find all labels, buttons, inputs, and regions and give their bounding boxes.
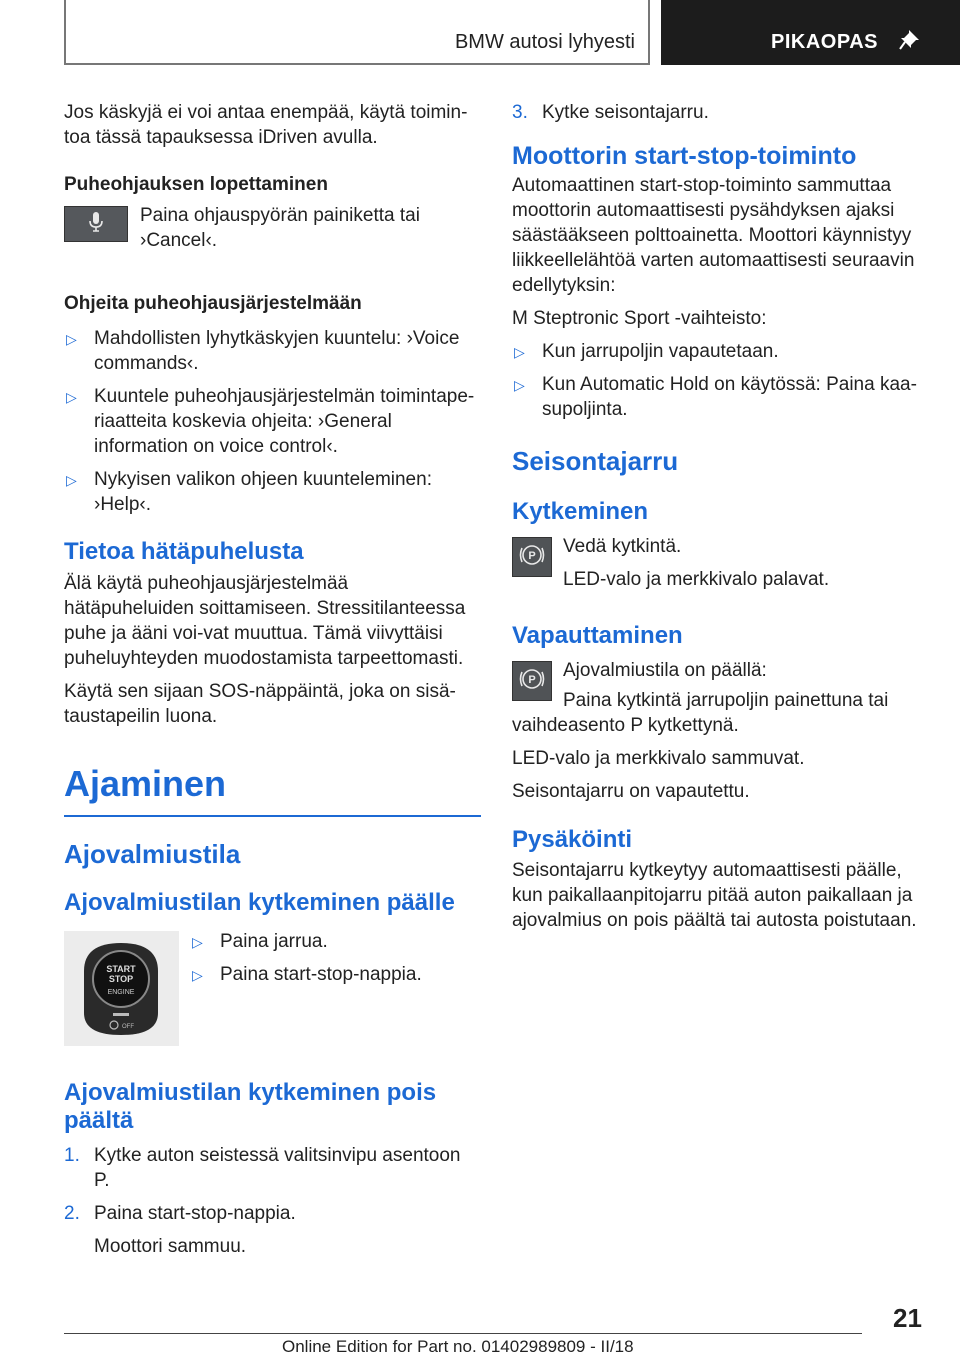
emergency-paragraph-2: Käytä sen sijaan SOS-näppäintä, joka on sisä-taustapeilin luona. [64, 681, 456, 727]
left-column [64, 100, 481, 1267]
page-number: 21 [893, 1303, 922, 1333]
release-heading: Vapauttaminen [512, 622, 683, 649]
engage-line-1: Vedä kytkintä. [563, 536, 682, 557]
header-section-box [64, 0, 650, 65]
triangle-bullet-icon: ▷ [192, 934, 203, 950]
engage-row [512, 534, 918, 594]
release-line-3: LED-valo ja merkkivalo sammuvat. [512, 748, 805, 769]
stop-label: STOP [108, 974, 134, 984]
release-line-1: Ajovalmiustila on päällä: [563, 660, 767, 681]
start-stop-paragraph-1: Automaattinen start-stop-toiminto sammuttaa moottorin automaattisesti pysähdyksen ajaksi säästääkseen polttoainetta. Moottori käynnistyy liikkeellelähtöä varten automaattisesti seuraavin edellytyksin: [512, 175, 915, 296]
ready-on-list [190, 929, 481, 987]
triangle-bullet-icon: ▷ [66, 472, 77, 488]
parking-brake-switch-image [512, 537, 552, 577]
ready-off-step: 2. Paina start-stop-nappia. [64, 1203, 296, 1224]
triangle-bullet-icon: ▷ [514, 344, 525, 360]
header-section-title: BMW autosi lyhyesti [454, 31, 635, 53]
ready-off-heading: Ajovalmiustilan kytkeminen pois päältä [64, 1079, 437, 1134]
release-row [512, 658, 918, 688]
start-stop-button-image [64, 931, 179, 1046]
parking-text: Seisontajarru kytkeytyy automaattisesti päälle, kun paikallaanpitojarru pitää auton paikallaan ja ajovalmius on pois päältä tai autosta poistutaan. [512, 860, 917, 931]
step-3: 3. Kytke seisontajarru. [512, 102, 709, 123]
ready-on-heading: Ajovalmiustilan kytkeminen päälle [64, 889, 455, 916]
stop-row [64, 203, 481, 273]
start-stop-item: ▷ Kun Automatic Hold on käytössä: Paina kaa-supoljinta. [514, 374, 917, 420]
release-line-2: Paina kytkintä jarrupoljin painettuna tai vaihdeasento P kytkettynä. [512, 690, 889, 736]
footer-divider [64, 1333, 862, 1334]
header-tab-label: PIKAOPAS [771, 31, 878, 53]
header-tab [661, 0, 960, 65]
engage-line-2: LED-valo ja merkkivalo palavat. [563, 569, 830, 590]
help-item: ▷ Nykyisen valikon ohjeen kuunteleminen: ›Help‹. [66, 469, 432, 515]
triangle-bullet-icon: ▷ [192, 967, 203, 983]
ready-off-step: 1. Kytke auton seistessä valitsinvipu asentoon P. [64, 1145, 461, 1191]
engage-heading: Kytkeminen [512, 498, 649, 525]
ready-on-item: ▷ Paina jarrua. [190, 929, 481, 954]
parking-heading: Pysäköinti [512, 826, 633, 853]
release-line-4: Seisontajarru on vapautettu. [512, 781, 750, 802]
start-stop-heading: Moottorin start-stop-toiminto [512, 142, 857, 170]
help-heading: Ohjeita puheohjausjärjestelmään [64, 293, 362, 314]
svg-text:P: P [528, 549, 536, 562]
emergency-paragraph-1: Älä käytä puheohjausjärjestelmää hätäpuheluiden soittamiseen. Stressitilanteessa puhe ja ääni voi-vat muuttua. Tämä viivyttäisi puheluyhteyden muodostamista tarpeettomasti. [64, 573, 466, 669]
footer-edition: Online Edition for Part no. 01402989809 - II/18 [282, 1337, 634, 1356]
stop-text: Paina ohjauspyörän painiketta tai ›Cancel‹. [140, 205, 420, 251]
microphone-icon [88, 211, 104, 238]
help-item: ▷ Mahdollisten lyhytkäskyjen kuuntelu: ›Voice commands‹. [66, 328, 460, 374]
ready-on-row [64, 929, 481, 1049]
parking-brake-heading: Seisontajarru [512, 446, 679, 476]
start-stop-item: ▷ Kun jarrupoljin vapautetaan. [512, 339, 918, 364]
start-stop-paragraph-2: M Steptronic Sport -vaihteisto: [512, 308, 767, 329]
triangle-bullet-icon: ▷ [514, 377, 525, 393]
ready-off-note: Moottori sammuu. [94, 1236, 247, 1257]
svg-text:P: P [528, 673, 536, 686]
stop-heading: Puheohjauksen lopettaminen [64, 174, 328, 195]
emergency-heading: Tietoa hätäpuhelusta [64, 538, 304, 565]
triangle-bullet-icon: ▷ [66, 331, 77, 347]
right-column [512, 100, 918, 941]
ready-heading: Ajovalmiustila [64, 839, 241, 869]
voice-button-image [64, 206, 128, 242]
driving-heading: Ajaminen [64, 763, 481, 817]
triangle-bullet-icon: ▷ [66, 389, 77, 405]
ready-on-item: ▷ Paina start-stop-nappia. [190, 962, 481, 987]
off-label: OFF [122, 1024, 134, 1030]
intro-text: Jos käskyjä ei voi antaa enempää, käytä toimin-toa tässä tapauksessa iDriven avulla. [64, 102, 468, 148]
engine-label: ENGINE [107, 989, 135, 996]
parking-brake-icon [517, 540, 547, 575]
pushpin-icon [899, 28, 921, 55]
parking-brake-switch-image [512, 661, 552, 701]
start-label: START [106, 964, 136, 974]
parking-brake-icon [517, 664, 547, 699]
help-item: ▷ Kuuntele puheohjausjärjestelmän toimintape-riaatteita koskevia ohjeita: ›General information on voice control‹. [66, 386, 475, 457]
